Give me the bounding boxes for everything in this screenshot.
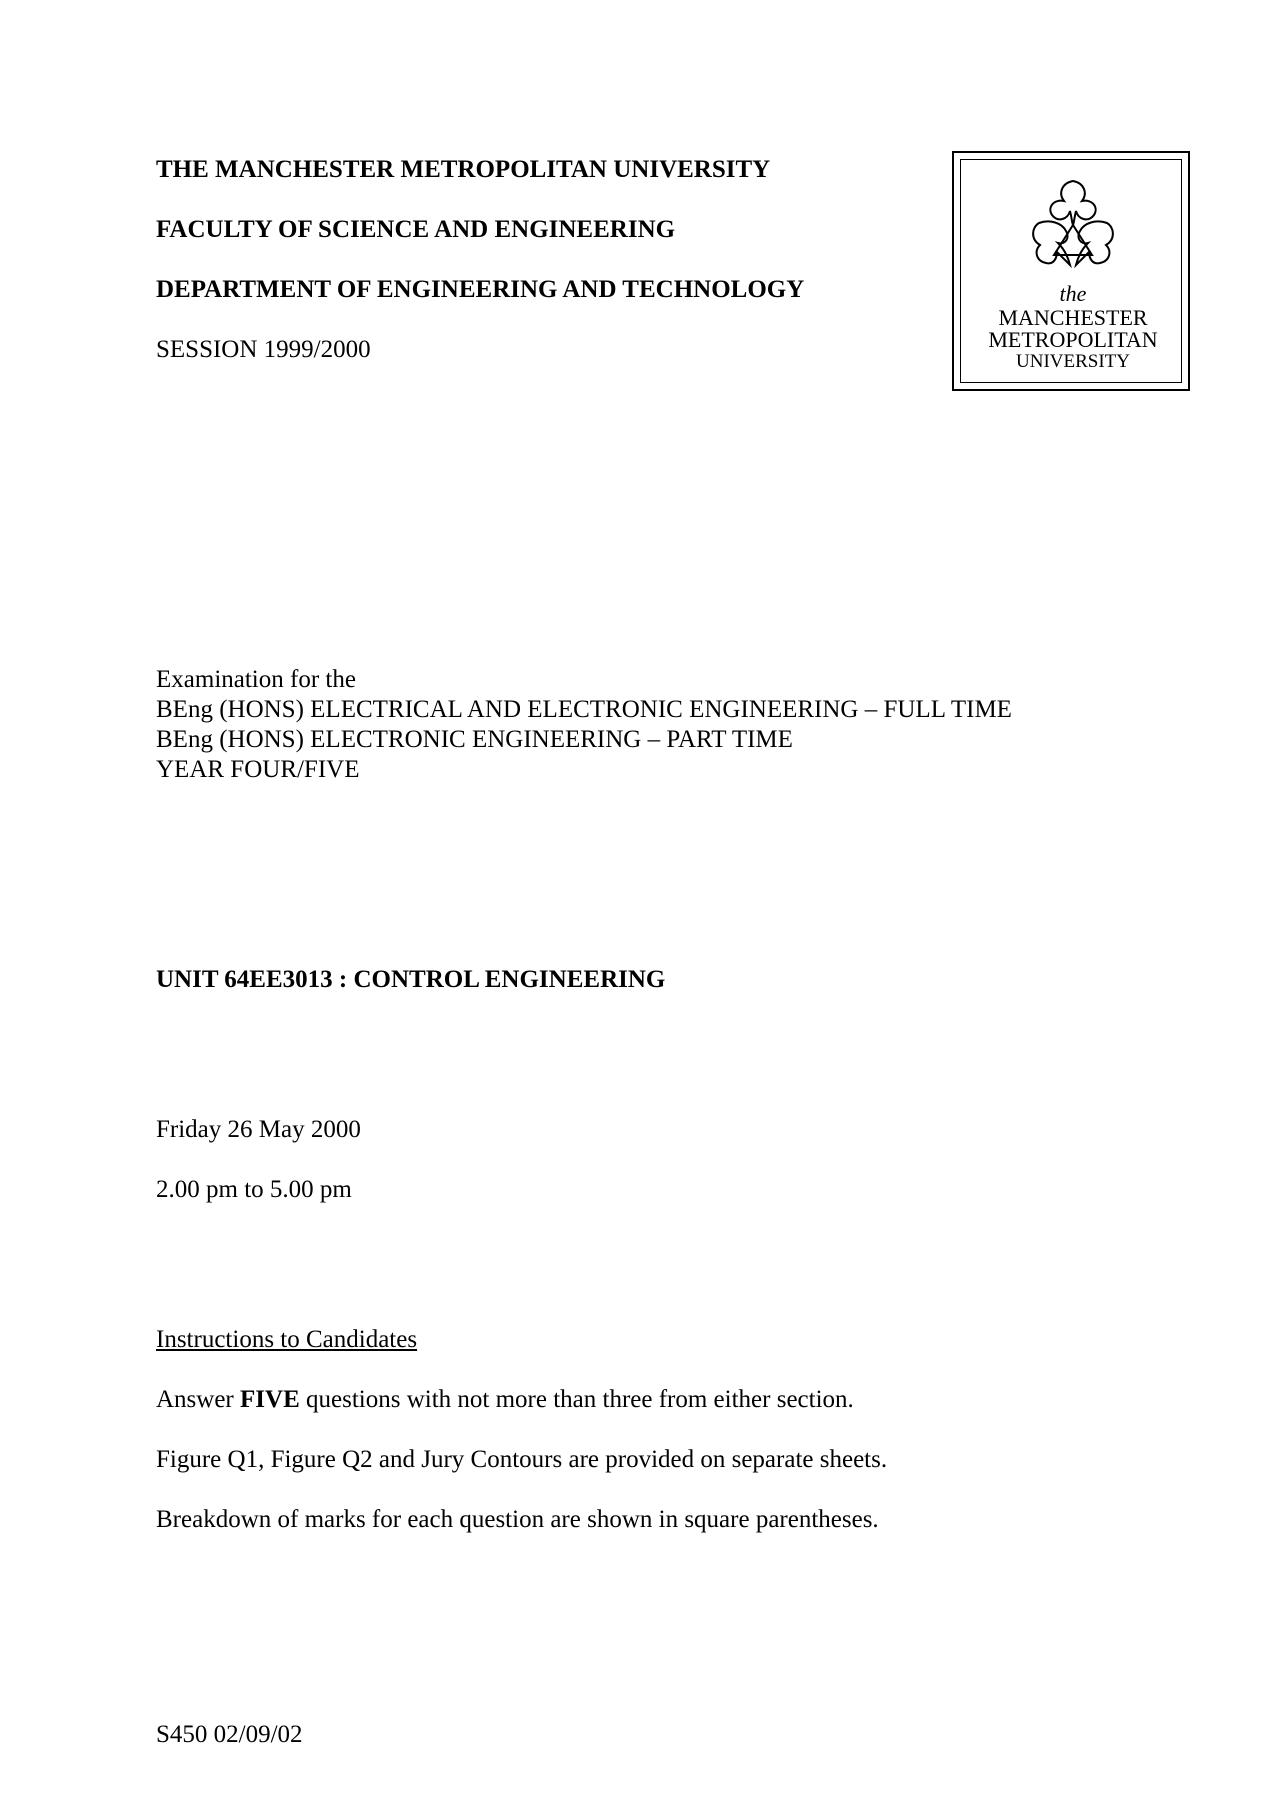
university-title: THE MANCHESTER METROPOLITAN UNIVERSITY — [156, 156, 771, 183]
answer-suffix: questions with not more than three from either section. — [299, 1386, 854, 1413]
course-part-time: BEng (HONS) ELECTRONIC ENGINEERING – PART TIME — [156, 726, 793, 753]
exam-date: Friday 26 May 2000 — [156, 1116, 361, 1143]
logo-metropolitan: METROPOLITAN — [988, 327, 1158, 352]
university-logo — [952, 151, 1190, 391]
session-label: SESSION 1999/2000 — [156, 336, 371, 363]
answer-count: FIVE — [240, 1386, 300, 1413]
logo-manchester: MANCHESTER — [998, 305, 1148, 330]
year-label: YEAR FOUR/FIVE — [156, 756, 360, 783]
exam-time: 2.00 pm to 5.00 pm — [156, 1176, 352, 1203]
instructions-heading: Instructions to Candidates — [156, 1326, 418, 1353]
exam-intro: Examination for the — [156, 666, 356, 693]
course-full-time: BEng (HONS) ELECTRICAL AND ELECTRONIC ENGINEERING – FULL TIME — [156, 696, 1012, 723]
faculty-title: FACULTY OF SCIENCE AND ENGINEERING — [156, 216, 676, 243]
department-title: DEPARTMENT OF ENGINEERING AND TECHNOLOGY — [156, 276, 805, 303]
instruction-answer — [156, 1385, 854, 1415]
footer-code: S450 02/09/02 — [156, 1721, 303, 1748]
instruction-marks: Breakdown of marks for each question are shown in square parentheses. — [156, 1506, 879, 1533]
answer-prefix: Answer — [156, 1386, 241, 1413]
instruction-figures: Figure Q1, Figure Q2 and Jury Contours are provided on separate sheets. — [156, 1446, 888, 1473]
trefoil-emblem-icon — [954, 153, 1192, 393]
logo-university: UNIVERSITY — [1016, 351, 1130, 372]
unit-title: UNIT 64EE3013 : CONTROL ENGINEERING — [156, 966, 666, 993]
logo-the: the — [1059, 281, 1087, 306]
